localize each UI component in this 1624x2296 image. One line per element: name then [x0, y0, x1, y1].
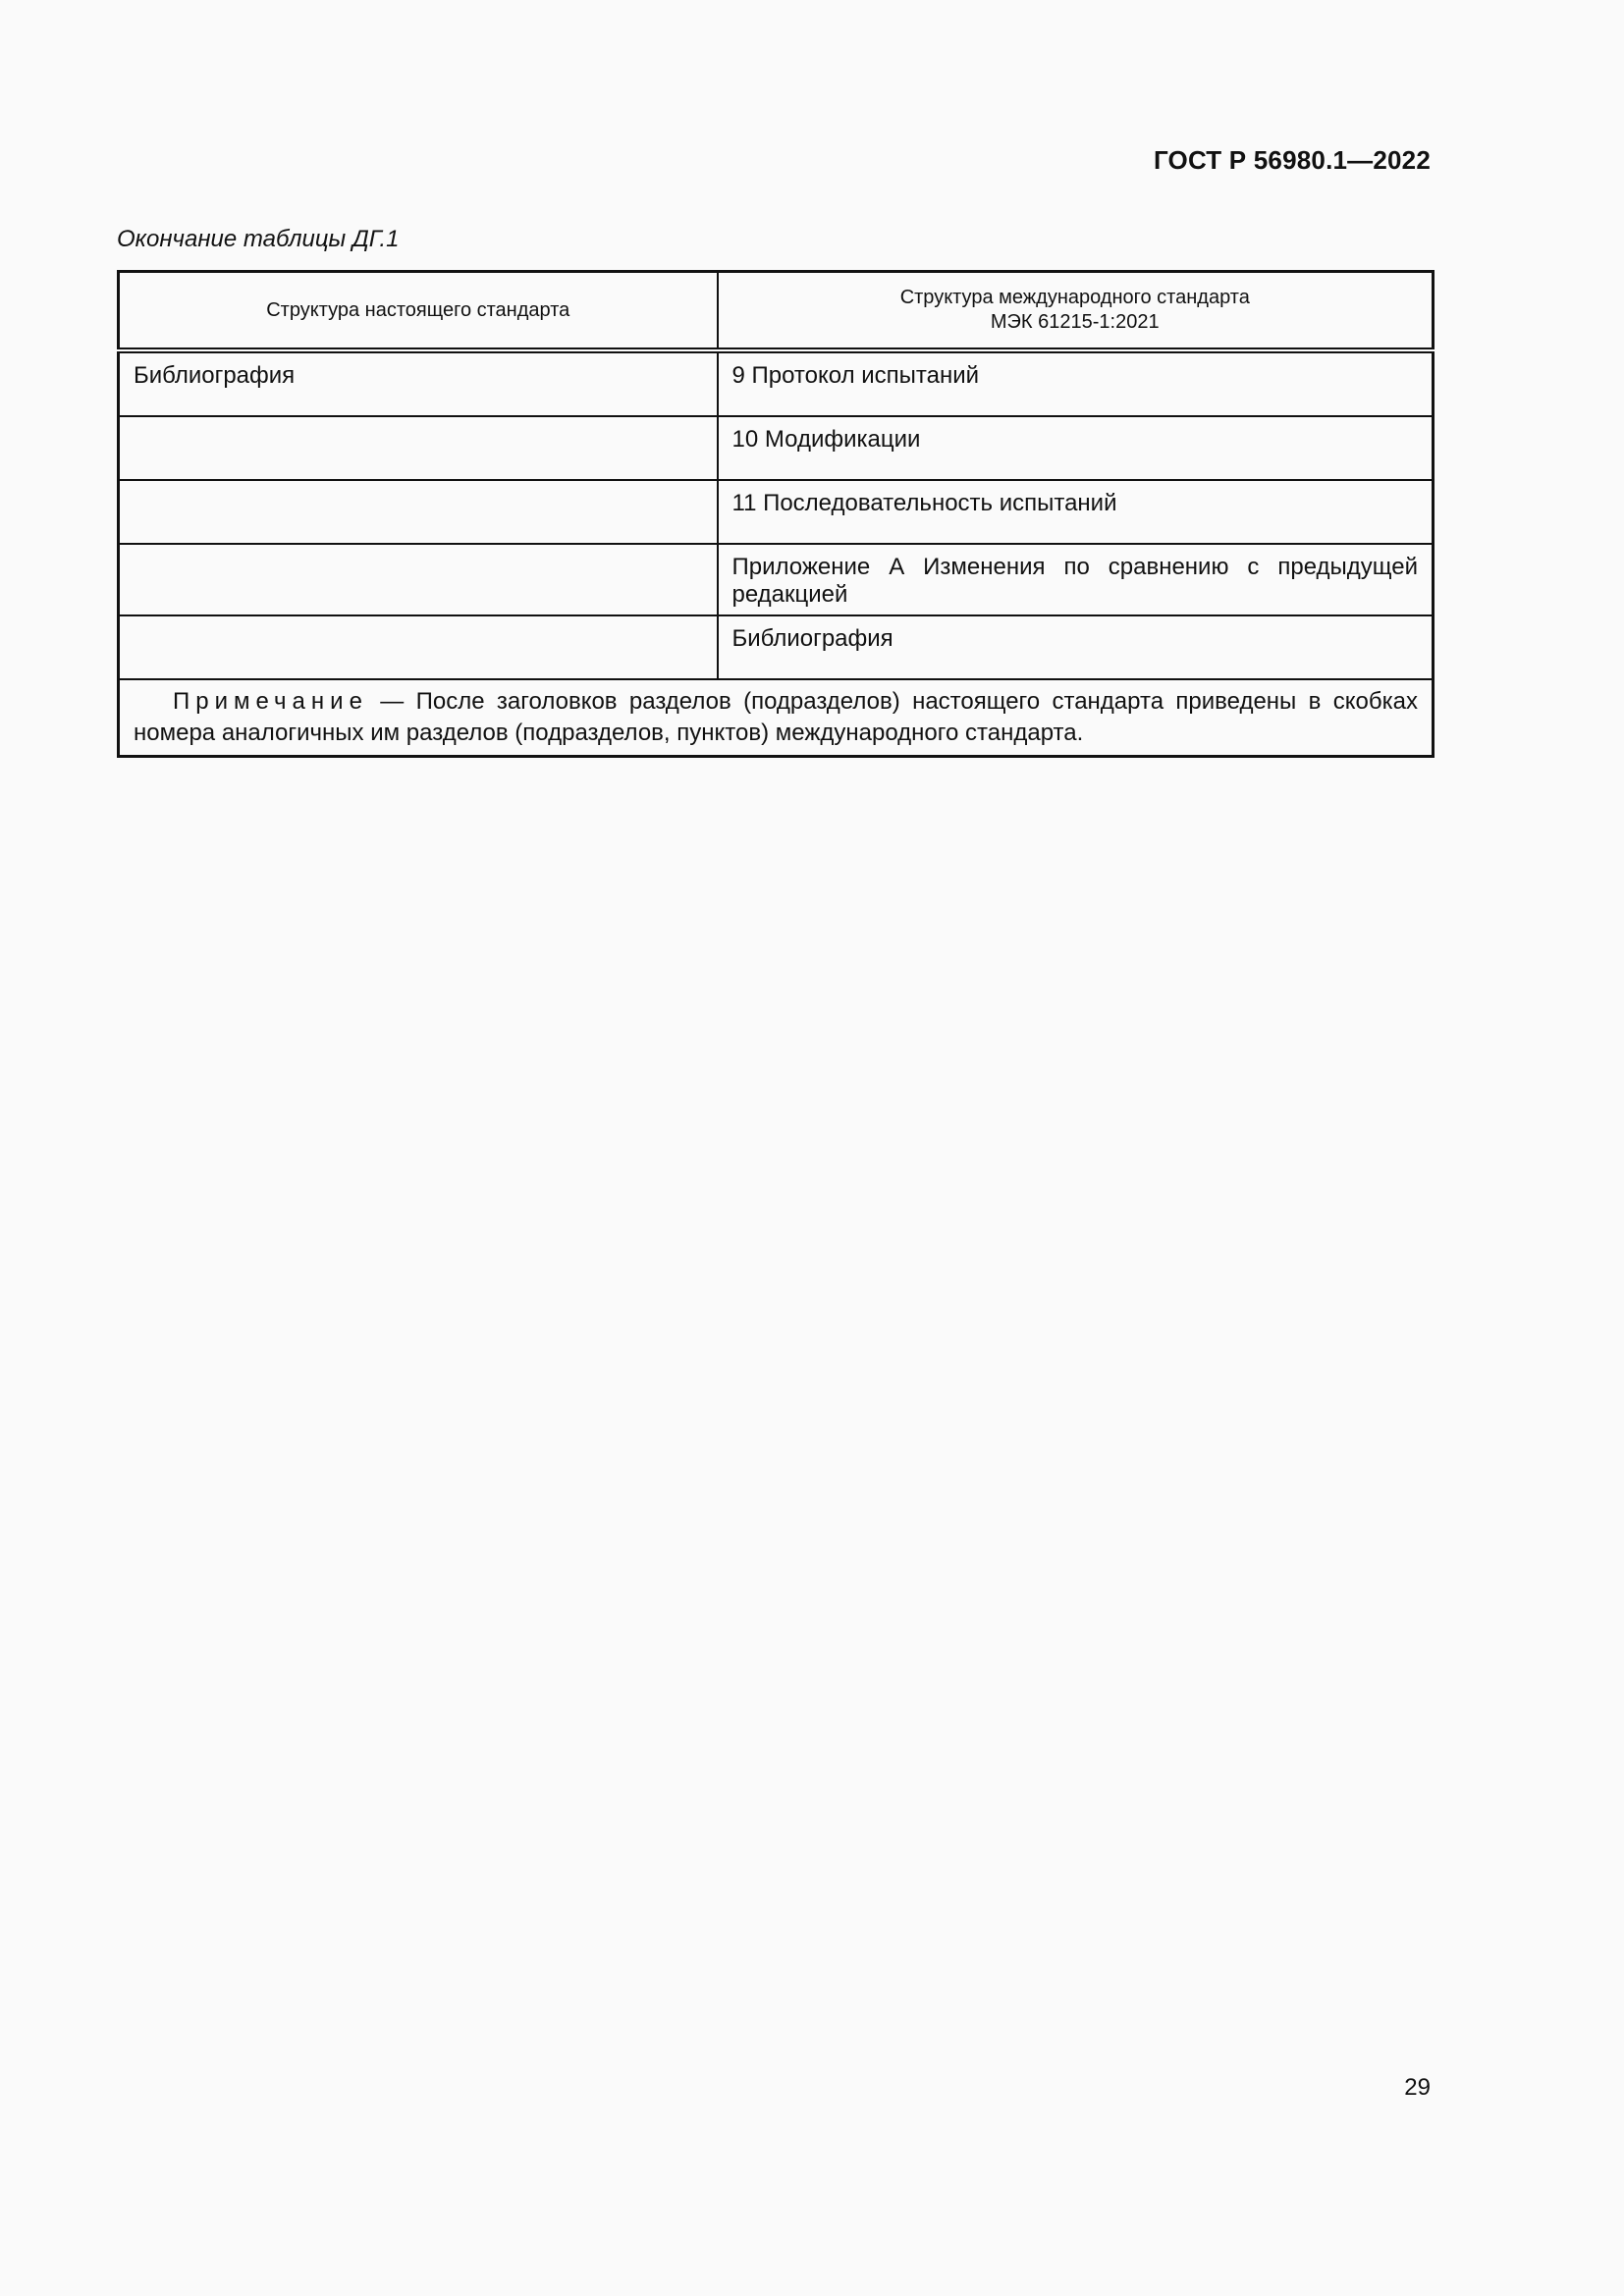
column-header-international — [718, 272, 1434, 351]
page-number: 29 — [1404, 2074, 1431, 2101]
document-code: ГОСТ Р 56980.1—2022 — [1153, 145, 1431, 175]
column-header-national: Структура настоящего стандарта — [119, 272, 718, 351]
note-label: Примечание — [173, 688, 368, 715]
table-row — [119, 416, 1434, 480]
cell-national — [119, 416, 718, 480]
column-header-international-line1: Структура международного стандарта — [899, 287, 1250, 308]
table-row — [119, 615, 1434, 679]
table-note-row — [119, 679, 1434, 757]
cell-international: 9 Протокол испытаний — [718, 350, 1434, 416]
cell-national: Библиография — [119, 350, 718, 416]
table-row — [119, 544, 1434, 615]
cell-national — [119, 615, 718, 679]
structure-table-container — [117, 270, 1432, 758]
cell-national — [119, 480, 718, 544]
cell-international: 10 Модификации — [718, 416, 1434, 480]
table-header-row — [119, 272, 1434, 351]
column-header-international-line2: МЭК 61215-1:2021 — [990, 311, 1160, 333]
table-row — [119, 350, 1434, 416]
structure-comparison-table — [117, 270, 1435, 758]
table-caption: Окончание таблицы ДГ.1 — [117, 226, 400, 252]
cell-international: Приложение А Изменения по сравнению с предыдущей редакцией — [718, 544, 1434, 615]
table-note — [119, 679, 1434, 757]
cell-international: Библиография — [718, 615, 1434, 679]
cell-international: 11 Последовательность испытаний — [718, 480, 1434, 544]
table-row — [119, 480, 1434, 544]
cell-national — [119, 544, 718, 615]
note-text: — После заголовков разделов (подразделов) настоящего стандарта приведены в скобках номера аналогичных им разделов (подразделов, пунктов) международного стандарта. — [134, 688, 1418, 746]
